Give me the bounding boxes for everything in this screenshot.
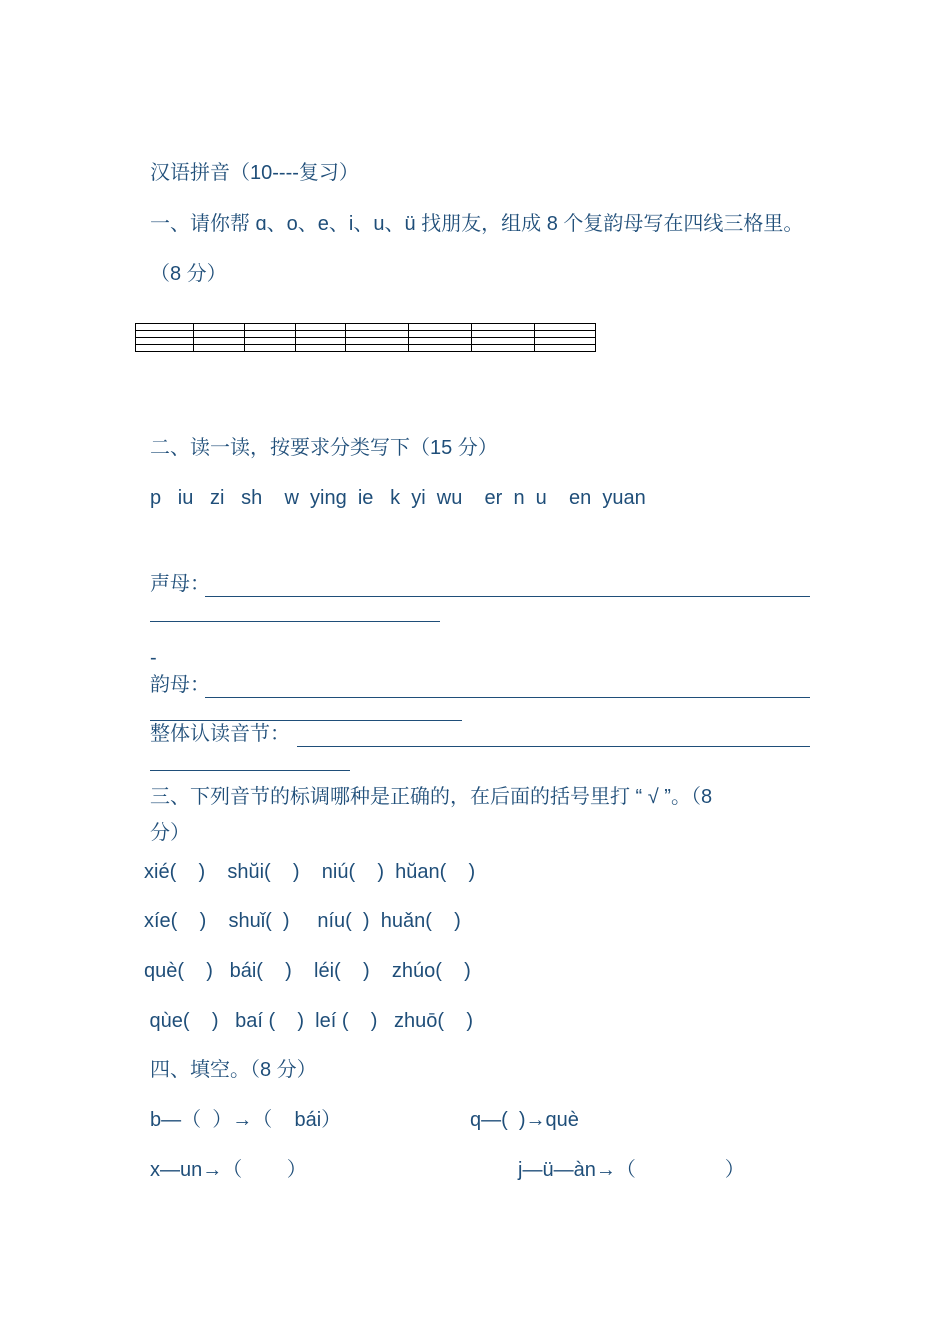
question-3-score: 分）: [150, 822, 190, 844]
tone-row-3[interactable]: què( ) bái( ) léi( ) zhúo( ): [144, 960, 471, 982]
finals-answer-line-2[interactable]: [150, 720, 462, 721]
whole-syllables-answer-line[interactable]: [297, 746, 810, 747]
fill-item-4[interactable]: j—ü—àn→（ ）: [518, 1159, 745, 1181]
syllable-list: p iu zi sh w ying ie k yi wu er n u en yuan: [150, 487, 646, 509]
question-2-heading: 二、读一读，按要求分类写下（15 分）: [150, 437, 498, 459]
four-line-grid[interactable]: [135, 323, 596, 352]
question-1-text: 一、请你帮 ɑ、o、e、i、u、ü 找朋友，组成 8 个复韵母写在四线三格里。: [150, 213, 804, 235]
question-4-heading: 四、填空。（8 分）: [150, 1059, 317, 1081]
worksheet-title: 汉语拼音（10----复习）: [150, 162, 359, 184]
fill-item-1[interactable]: b—（ ）→（ bái）: [150, 1109, 342, 1131]
whole-syllables-answer-line-2[interactable]: [150, 770, 350, 771]
tone-row-4[interactable]: qùe( ) baí ( ) leí ( ) zhuō( ): [144, 1010, 473, 1032]
finals-label: 韵母：: [150, 674, 210, 696]
fill-item-3[interactable]: x—un→（ ）: [150, 1159, 307, 1181]
question-1-score: （8 分）: [150, 263, 227, 285]
tone-row-2[interactable]: xíe( ) shuǐ( ) níu( ) huǎn( ): [144, 910, 461, 932]
fill-item-2[interactable]: q—( )→què: [470, 1109, 579, 1131]
whole-syllables-label: 整体认读音节：: [150, 723, 290, 745]
initials-label: 声母：: [150, 573, 210, 595]
finals-answer-line[interactable]: [205, 697, 810, 698]
stray-dash: -: [150, 647, 157, 669]
question-3-heading: 三、下列音节的标调哪种是正确的，在后面的括号里打 “ √ ”。（8: [150, 786, 713, 808]
tone-row-1[interactable]: xié( ) shŭi( ) niú( ) hŭan( ): [144, 861, 476, 883]
initials-answer-line[interactable]: [205, 596, 810, 597]
initials-answer-line-2[interactable]: [150, 621, 440, 622]
